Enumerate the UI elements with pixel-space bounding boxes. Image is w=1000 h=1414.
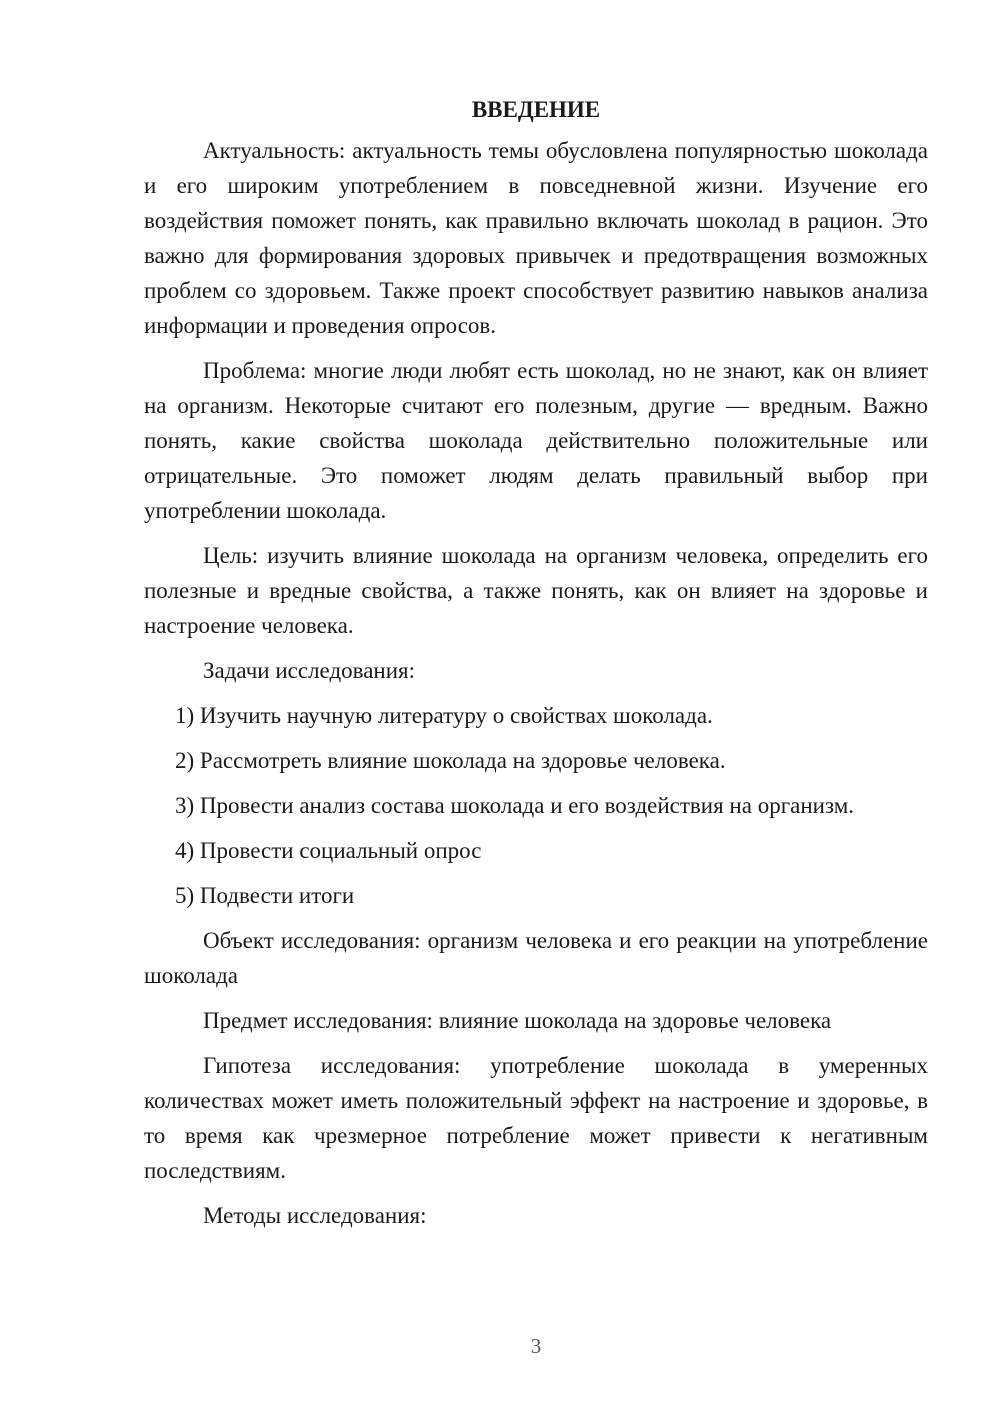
list-item: 5) Подвести итоги: [175, 883, 355, 908]
subject-paragraph: Предмет исследования: влияние шоколада на здоровье человека: [203, 1008, 832, 1033]
tasks-list: [144, 698, 928, 913]
list-item: 2) Рассмотреть влияние шоколада на здоровье человека.: [175, 748, 726, 773]
list-item: 1) Изучить научную литературу о свойствах шоколада.: [175, 703, 713, 728]
object-paragraph: Объект исследования: организм человека и его реакции на употребление шоколада: [144, 928, 928, 988]
list-item: 3) Провести анализ состава шоколада и его воздействия на организм.: [175, 793, 855, 818]
page-number: 3: [530, 1334, 542, 1358]
list-item: 4) Провести социальный опрос: [175, 838, 482, 863]
document-page: [144, 92, 928, 1243]
goal-paragraph: Цель: изучить влияние шоколада на организм человека, определить его полезные и вредные свойства, а также понять, как он влияет на здоровье и настроение человека.: [144, 543, 928, 638]
problem-paragraph: Проблема: многие люди любят есть шоколад, но не знают, как он влияет на организм. Некоторые считают его полезным, другие — вредным. Важно понять, какие свойства шоколада действительно положительные или отрицательные. Это поможет людям делать правильный выбор при употреблении шоколада.: [144, 358, 928, 523]
section-heading: ВВЕДЕНИЕ: [471, 97, 601, 122]
tasks-heading: Задачи исследования:: [203, 658, 416, 683]
hypothesis-paragraph: Гипотеза исследования: употребление шоколада в умеренных количествах может иметь положительный эффект на настроение и здоровье, в то время как чрезмерное потребление может привести к негативным последствиям.: [144, 1053, 928, 1183]
relevance-paragraph: Актуальность: актуальность темы обусловлена популярностью шоколада и его широким употреблением в повседневной жизни. Изучение его воздействия поможет понять, как правильно включать шоколад в рацион. Это важно для формирования здоровых привычек и предотвращения возможных проблем со здоровьем. Также проект способствует развитию навыков анализа информации и проведения опросов.: [144, 138, 928, 338]
methods-heading: Методы исследования:: [203, 1203, 427, 1228]
